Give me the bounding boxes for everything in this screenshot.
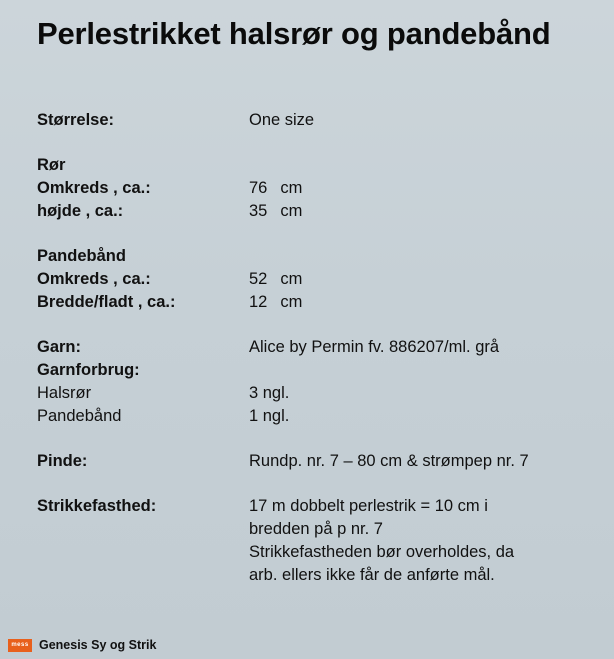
spec-value: One size: [249, 111, 315, 129]
spec-label: Bredde/fladt , ca.:: [37, 293, 176, 311]
spacer-cell: [37, 317, 582, 339]
spec-value: 1 ngl.: [249, 407, 290, 425]
spec-row: [37, 294, 582, 317]
spec-value-line: Strikkefastheden bør overholdes, da: [249, 543, 515, 561]
spec-row: [37, 271, 582, 294]
spacer-cell: [37, 226, 582, 248]
spec-row: [37, 248, 582, 271]
spacer-row: [37, 135, 582, 157]
brand-logo-icon: mess: [8, 639, 32, 652]
spacer-row: [37, 226, 582, 248]
spec-value-number: 76: [249, 179, 268, 197]
spec-value-unit: cm: [280, 179, 303, 197]
spec-value-line: bredden på p nr. 7: [249, 520, 383, 538]
spacer-row: [37, 476, 582, 498]
footer-brand-label: Genesis Sy og Strik: [39, 638, 157, 652]
spec-value-line: arb. ellers ikke får de anførte mål.: [249, 566, 495, 584]
spec-label: højde , ca.:: [37, 202, 124, 220]
spec-value-unit: cm: [280, 293, 303, 311]
spec-value-unit: cm: [280, 202, 303, 220]
spec-label: Halsrør: [37, 384, 92, 402]
spec-label: Strikkefasthed:: [37, 497, 157, 515]
spec-label: Pinde:: [37, 452, 88, 470]
spec-value: Rundp. nr. 7 – 80 cm & strømpep nr. 7: [249, 452, 529, 470]
spacer-cell: [37, 135, 582, 157]
spec-label: Pandebånd: [37, 407, 122, 425]
spec-value: 3 ngl.: [249, 384, 290, 402]
spec-value: [249, 294, 582, 317]
spacer-cell: [37, 476, 582, 498]
spec-value-number: 52: [249, 270, 268, 288]
spec-value: [249, 248, 582, 271]
spec-value-unit: cm: [280, 270, 303, 288]
spec-value: [249, 362, 582, 385]
spec-value: [249, 203, 582, 226]
page-title: Perlestrikket halsrør og pandebånd: [37, 16, 551, 51]
spec-label: Omkreds , ca.:: [37, 270, 151, 288]
spec-value: [249, 498, 582, 590]
specification-table: [37, 112, 582, 590]
specification-table-body: [37, 112, 582, 590]
spec-value: Alice by Permin fv. 886207/ml. grå: [249, 338, 500, 356]
spec-row: [37, 203, 582, 226]
spec-value: [249, 180, 582, 203]
spec-row: [37, 362, 582, 385]
spec-row: [37, 498, 582, 590]
spec-label: Garn:: [37, 338, 82, 356]
spec-label: Størrelse:: [37, 111, 115, 129]
spec-row: [37, 112, 582, 135]
footer: [8, 638, 156, 652]
spec-value-number: 35: [249, 202, 268, 220]
spec-value: [249, 271, 582, 294]
spec-row: [37, 385, 582, 408]
spacer-row: [37, 317, 582, 339]
spec-value-line: 17 m dobbelt perlestrik = 10 cm i: [249, 497, 488, 515]
spec-row: [37, 180, 582, 203]
spec-row: [37, 157, 582, 180]
spec-label: Rør: [37, 156, 66, 174]
spec-label: Pandebånd: [37, 247, 126, 265]
spec-label: Omkreds , ca.:: [37, 179, 151, 197]
spec-row: [37, 408, 582, 431]
spec-row: [37, 453, 582, 476]
spec-value: [249, 157, 582, 180]
spec-row: [37, 339, 582, 362]
spec-value-number: 12: [249, 293, 268, 311]
spec-label: Garnforbrug:: [37, 361, 140, 379]
spacer-cell: [37, 431, 582, 453]
spacer-row: [37, 431, 582, 453]
